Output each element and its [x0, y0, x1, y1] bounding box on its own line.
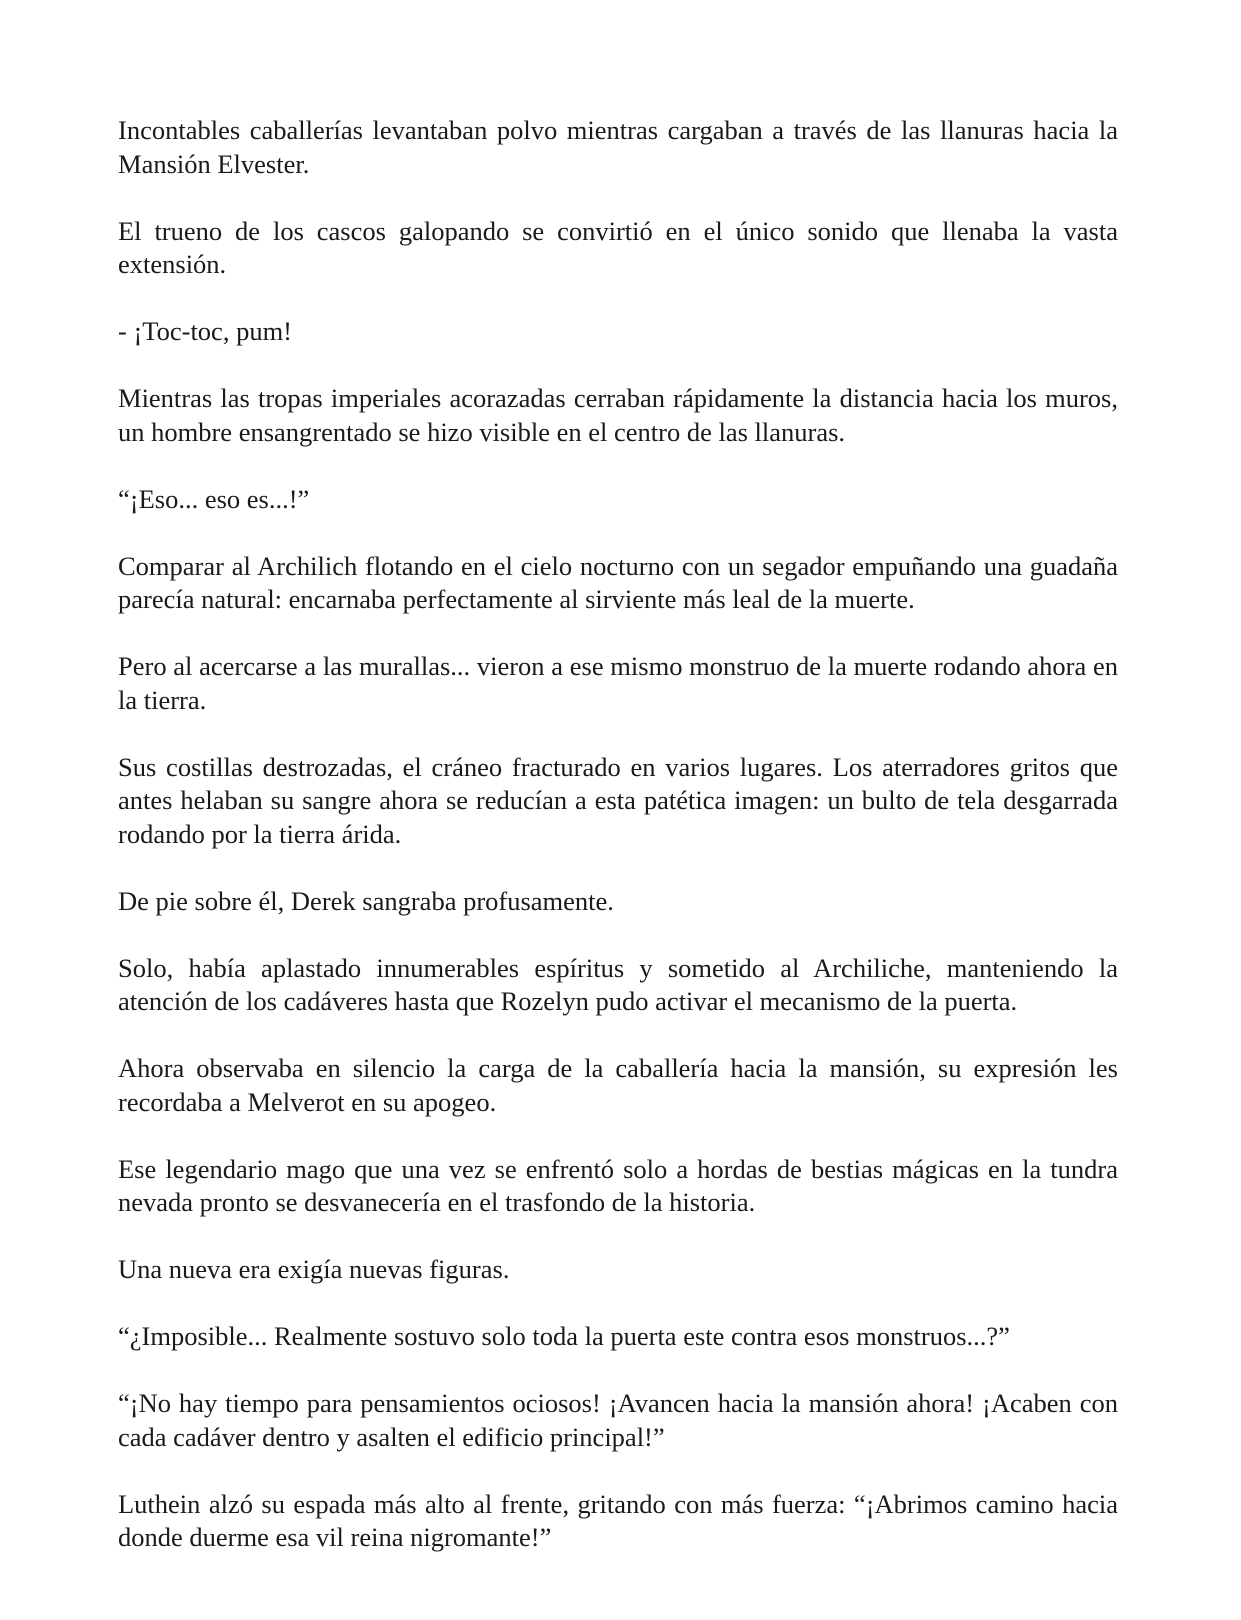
paragraph: El trueno de los cascos galopando se convirtió en el único sonido que llenaba la vasta extensión.	[118, 215, 1118, 279]
paragraph: Ese legendario mago que una vez se enfrentó solo a hordas de bestias mágicas en la tundra nevada pronto se desvanecería en el trasfondo de la historia.	[118, 1153, 1118, 1217]
paragraph: Incontables caballerías levantaban polvo mientras cargaban a través de las llanuras hacia la Mansión Elvester.	[118, 115, 1118, 179]
paragraph: Solo, había aplastado innumerables espíritus y sometido al Archiliche, manteniendo la atención de los cadáveres hasta que Rozelyn pudo activar el mecanismo de la puerta.	[118, 952, 1118, 1016]
paragraph: Una nueva era exigía nuevas figuras.	[118, 1254, 510, 1284]
paragraph: Luthein alzó su espada más alto al frente, gritando con más fuerza: “¡Abrimos camino hacia donde duerme esa vil reina nigromante!”	[118, 1488, 1118, 1552]
paragraph: “¿Imposible... Realmente sostuvo solo toda la puerta este contra esos monstruos...?”	[118, 1321, 1010, 1351]
paragraph: “¡No hay tiempo para pensamientos ociosos! ¡Avancen hacia la mansión ahora! ¡Acaben con cada cadáver dentro y asalten el edificio principal!”	[118, 1388, 1118, 1452]
paragraph: - ¡Toc-toc, pum!	[118, 316, 293, 346]
paragraph: Pero al acercarse a las murallas... vieron a ese mismo monstruo de la muerte rodando ahora en la tierra.	[118, 651, 1118, 715]
paragraph: “¡Eso... eso es...!”	[118, 483, 310, 514]
paragraph: Comparar al Archilich flotando en el cielo nocturno con un segador empuñando una guadaña parecía natural: encarnaba perfectamente al sirviente más leal de la muerte.	[118, 550, 1118, 614]
document-page	[118, 114, 1118, 1588]
paragraph: Sus costillas destrozadas, el cráneo fracturado en varios lugares. Los aterradores gritos que antes helaban su sangre ahora se reducían a esta patética imagen: un bulto de tela desgarrada rodando por la tierra árida.	[118, 751, 1118, 849]
paragraph: Mientras las tropas imperiales acorazadas cerraban rápidamente la distancia hacia los muros, un hombre ensangrentado se hizo visible en el centro de las llanuras.	[118, 383, 1118, 447]
paragraph: Ahora observaba en silencio la carga de la caballería hacia la mansión, su expresión les recordaba a Melverot en su apogeo.	[118, 1053, 1118, 1117]
paragraph: De pie sobre él, Derek sangraba profusamente.	[118, 885, 614, 916]
